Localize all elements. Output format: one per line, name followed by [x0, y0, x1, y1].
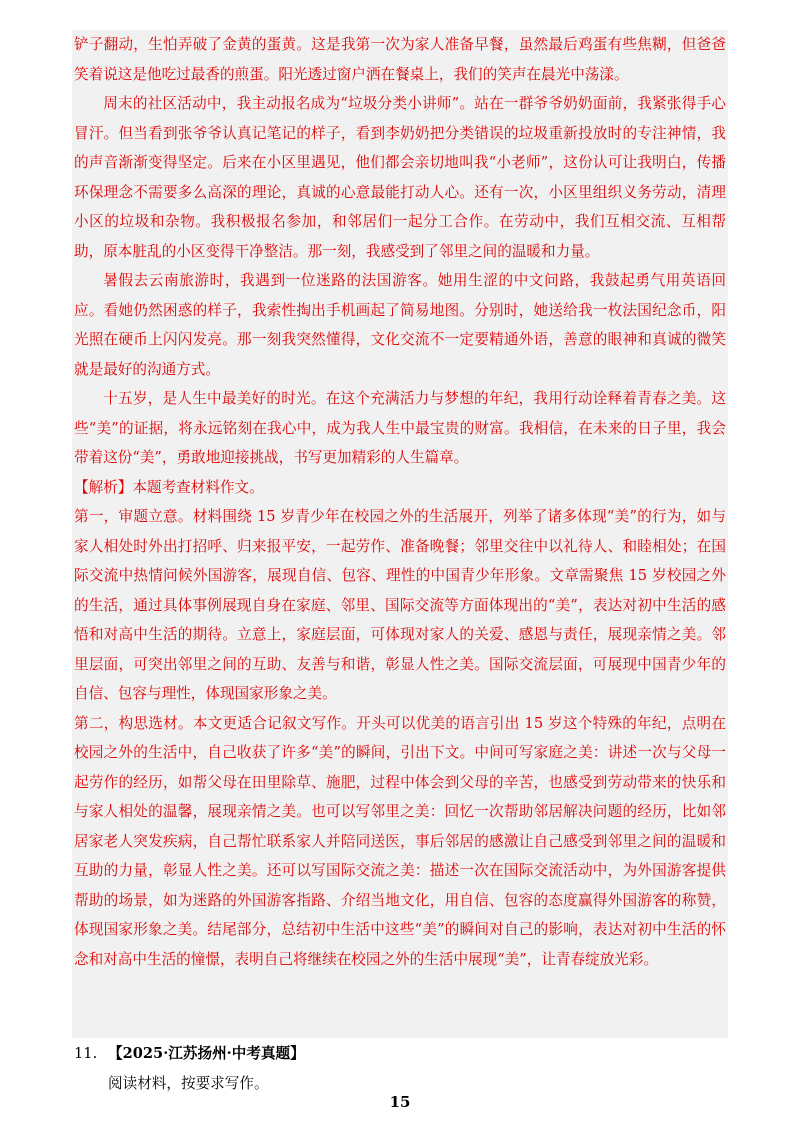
page-number: 15 — [389, 1093, 411, 1111]
next-question — [74, 1039, 726, 1098]
analysis-heading: 【解析】本题考查材料作文。 — [74, 478, 264, 496]
essay-paragraph-3: 暑假去云南旅游时，我遇到一位迷路的法国游客。她用生涩的中文问路，我鼓起勇气用英语回应。看她仍然困惑的样子，我索性掏出手机画起了简易地图。分别时，她送给我一枚法国纪念币，阳光照在硬币上闪闪发亮。那一刻我突然懂得，文化交流不一定要精通外语，善意的眼神和真诚的微笑就是最好的沟通方式。 — [74, 272, 726, 378]
analysis-paragraph-1: 第一，审题立意。材料围绕 15 岁青少年在校园之外的生活展开，列举了诸多体现“美”的行为，如与家人相处时外出打招呼、归来报平安，一起劳作、准备晚餐；邻里交往中以礼待人、和睦相处；在国际交流中热情问候外国游客，展现自信、包容、理性的中国青少年形象。文章需聚焦 15 岁校园之外的生活，通过具体事例展现自身在家庭、邻里、国际交流等方面体现出的“美”，表达对初中生活的感悟和对高中生活的期待。立意上，家庭层面，可体现对家人的关爱、感恩与责任，展现亲情之美。邻里层面，可突出邻里之间的互助、友善与和谐，彰显人性之美。国际交流层面，可展现中国青少年的自信、包容与理性，体现国家形象之美。 — [74, 508, 726, 702]
answer-section — [74, 30, 726, 974]
question-instruction: 阅读材料，按要求写作。 — [108, 1074, 269, 1092]
question-number: 11. — [74, 1045, 98, 1062]
analysis-paragraph-2: 第二，构思选材。本文更适合记叙文写作。开头可以优美的语言引出 15 岁这个特殊的年纪，点明在校园之外的生活中，自己收获了许多“美”的瞬间，引出下文。中间可写家庭之美：讲述一次与父母一起劳作的经历，如帮父母在田里除草、施肥，过程中体会到父母的辛苦，也感受到劳动带来的快乐和与家人相处的温馨，展现亲情之美。也可以写邻里之美：回忆一次帮助邻居解决问题的经历，比如邻居家老人突发疾病，自己帮忙联系家人并陪同送医，事后邻居的感激让自己感受到邻里之间的温暖和互助的力量，彰显人性之美。还可以写国际交流之美：描述一次在国际交流活动中，为外国游客提供帮助的场景，如为迷路的外国游客指路、介绍当地文化，用自信、包容的态度赢得外国游客的称赞，体现国家形象之美。结尾部分，总结初中生活中这些“美”的瞬间对自己的影响，表达对初中生活的怀念和对高中生活的憧憬，表明自己将继续在校园之外的生活中展现“美”，让青春绽放光彩。 — [74, 714, 726, 968]
essay-paragraph-4: 十五岁，是人生中最美好的时光。在这个充满活力与梦想的年纪，我用行动诠释着青春之美。这些“美”的证据，将永远铭刻在我心中，成为我人生中最宝贵的财富。我相信，在未来的日子里，我会带着这份“美”，勇敢地迎接挑战，书写更加精彩的人生篇章。 — [74, 390, 726, 466]
question-source: 【2025·江苏扬州·中考真题】 — [108, 1045, 305, 1062]
question-header — [74, 1039, 726, 1069]
essay-paragraph-1: 铲子翻动，生怕弄破了金黄的蛋黄。这是我第一次为家人准备早餐，虽然最后鸡蛋有些焦糊，但爸爸笑着说这是他吃过最香的煎蛋。阳光透过窗户洒在餐桌上，我们的笑声在晨光中荡漾。 — [74, 36, 726, 83]
essay-paragraph-2: 周末的社区活动中，我主动报名成为“垃圾分类小讲师”。站在一群爷爷奶奶面前，我紧张得手心冒汗。但当看到张爷爷认真记笔记的样子，看到李奶奶把分类错误的垃圾重新投放时的专注神情，我的声音渐渐变得坚定。后来在小区里遇见，他们都会亲切地叫我“小老师”，这份认可让我明白，传播环保理念不需要多么高深的理论，真诚的心意最能打动人心。还有一次，小区里组织义务劳动，清理小区的垃圾和杂物。我积极报名参加，和邻居们一起分工合作。在劳动中，我们互相交流、互相帮助，原本脏乱的小区变得干净整洁。那一刻，我感受到了邻里之间的温暖和力量。 — [74, 95, 726, 260]
